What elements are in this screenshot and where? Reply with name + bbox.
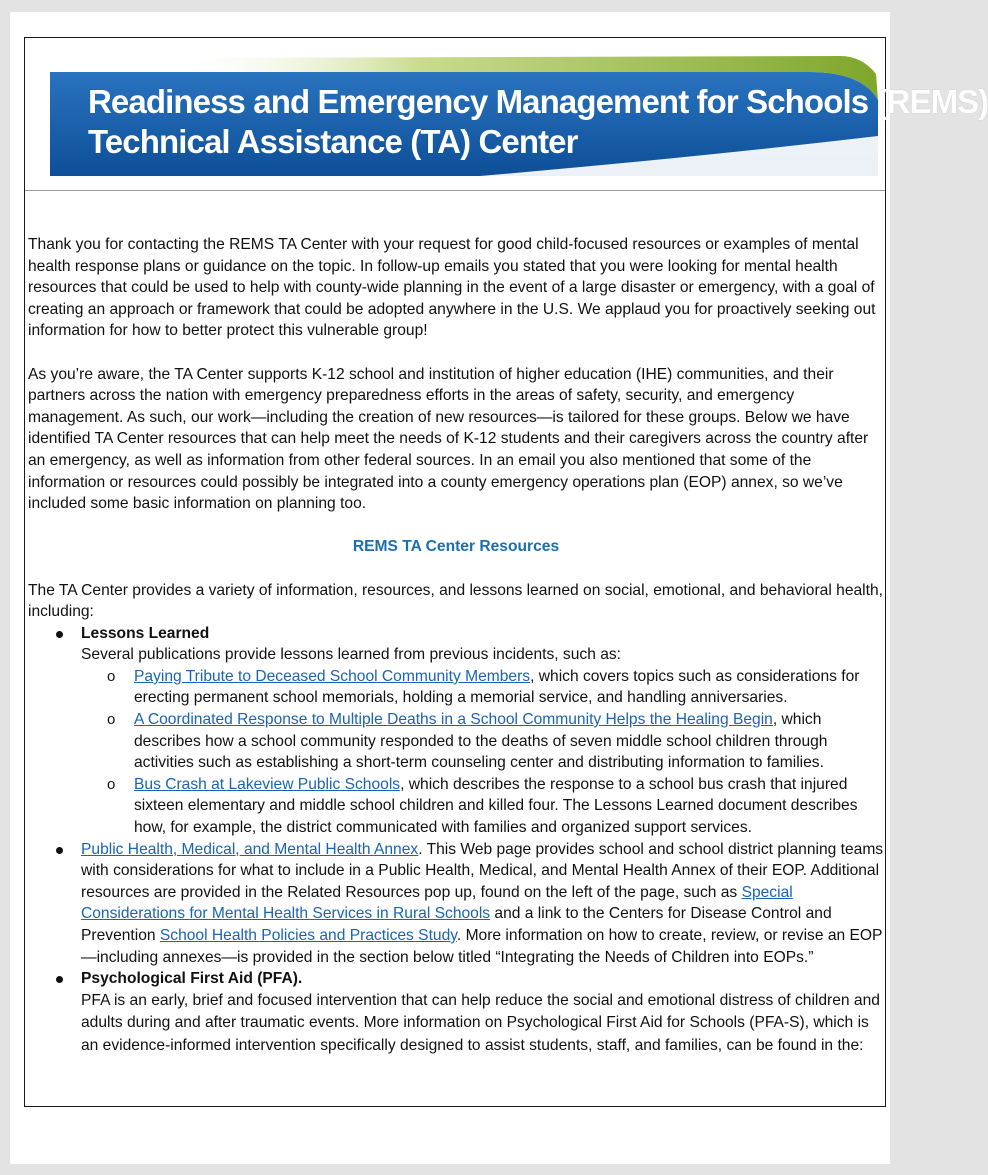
banner-title-line2: Technical Assistance (TA) Center [88, 123, 578, 160]
resource-list [28, 623, 884, 1058]
link-paying-tribute[interactable]: Paying Tribute to Deceased School Community Members [134, 667, 531, 685]
link-rural-schools[interactable]: Special Considerations for Mental Health Services in Rural Schools [81, 883, 793, 923]
rems-banner-logo [50, 52, 988, 176]
link-school-health-policies[interactable]: School Health Policies and Practices Study [159, 927, 457, 944]
annex-text-1: . This Web page provides school and school district planning teams with considerations for what to include in a Public Health, Medical, and Mental Health Annex of their EOP. Additional resources are provided in the Related Resources pop up, found on the left of the page, such as [81, 840, 884, 901]
intro-paragraph: Thank you for contacting the REMS TA Center with your request for good child-focused resources or examples of mental health response plans or guidance on the topic. In follow-up emails you stated that you were looking for mental health resources that could be used to help with county-wide planning in the event of a large disaster or emergency, with a goal of creating an approach or framework that could be adopted anywhere in the U.S. We applaud you for proactively seeking out information for how to better protect this vulnerable group! [28, 236, 876, 340]
link-bus-crash[interactable]: Bus Crash at Lakeview Public Schools [134, 775, 401, 793]
document-page [10, 12, 988, 1164]
lessons-learned-title: Lessons Learned [81, 624, 210, 642]
link-coordinated-response[interactable]: A Coordinated Response to Multiple Deaths in a School Community Helps the Healing Begin [134, 711, 773, 729]
letter-body [28, 234, 884, 1057]
item-description: , which covers topics such as considerations for erecting permanent school memorials, holding a memorial service, and handling anniversaries. [134, 667, 860, 707]
banner-title-line1: Readiness and Emergency Management for Schools (REMS) [88, 83, 988, 120]
lessons-learned-text: Several publications provide lessons learned from previous incidents, such as: [81, 646, 622, 664]
item-description: , which describes how a school community responded to the deaths of seven middle school children through activities such as establishing a short-term counseling center and distributing information to families. [134, 711, 828, 772]
context-paragraph: As you’re aware, the TA Center supports K-12 school and institution of higher education (IHE) communities, and their partners across the nation with emergency preparedness efforts in the areas of safety, security, and emergency management. As such, our work—including the creation of new resources—is tailored for these groups. Below we have identified TA Center resources that can help meet the needs of K-12 students and their caregivers across the country after an emergency, as well as information from other federal sources. In an email you also mentioned that some of the information or resources could possibly be integrated into a county emergency operations plan (EOP) annex, so we’ve included some basic information on planning too. [28, 365, 869, 513]
pfa-text: PFA is an early, brief and focused intervention that can help reduce the social and emotional distress of children and adults during and after traumatic events. More information on Psychological First Aid for Schools (PFA-S), which is an evidence-informed intervention specifically designed to assist students, staff, and families, can be found in the: [81, 991, 880, 1054]
item-description: , which describes the response to a school bus crash that injured sixteen elementary and middle school children and killed four. The Lessons Learned document describes how, for example, the district communicated with families and organized support services. [134, 775, 858, 837]
lessons-sublist [81, 666, 884, 839]
annex-text-2: and a link to the Centers for Disease Control and Prevention [81, 905, 832, 944]
list-item-pfa [28, 968, 884, 1057]
annex-text-3: . More information on how to create, review, or revise an EOP—including annexes—is provided in the section below titled “Integrating the Needs of Children into EOPs.” [81, 927, 883, 966]
list-item [81, 709, 884, 774]
header-box [25, 38, 988, 191]
list-item [81, 666, 884, 709]
list-item-lessons-learned [28, 623, 884, 839]
pfa-title: Psychological First Aid (PFA). [81, 970, 303, 988]
list-item [81, 774, 884, 839]
section-heading: REMS TA Center Resources [352, 538, 560, 556]
list-item-annex [28, 839, 884, 969]
resources-intro: The TA Center provides a variety of information, resources, and lessons learned on social, emotional, and behavioral health, including: [28, 581, 883, 621]
bordered-frame [24, 37, 988, 1107]
link-public-health-annex[interactable]: Public Health, Medical, and Mental Health Annex [81, 840, 419, 858]
banner-title [88, 82, 988, 162]
